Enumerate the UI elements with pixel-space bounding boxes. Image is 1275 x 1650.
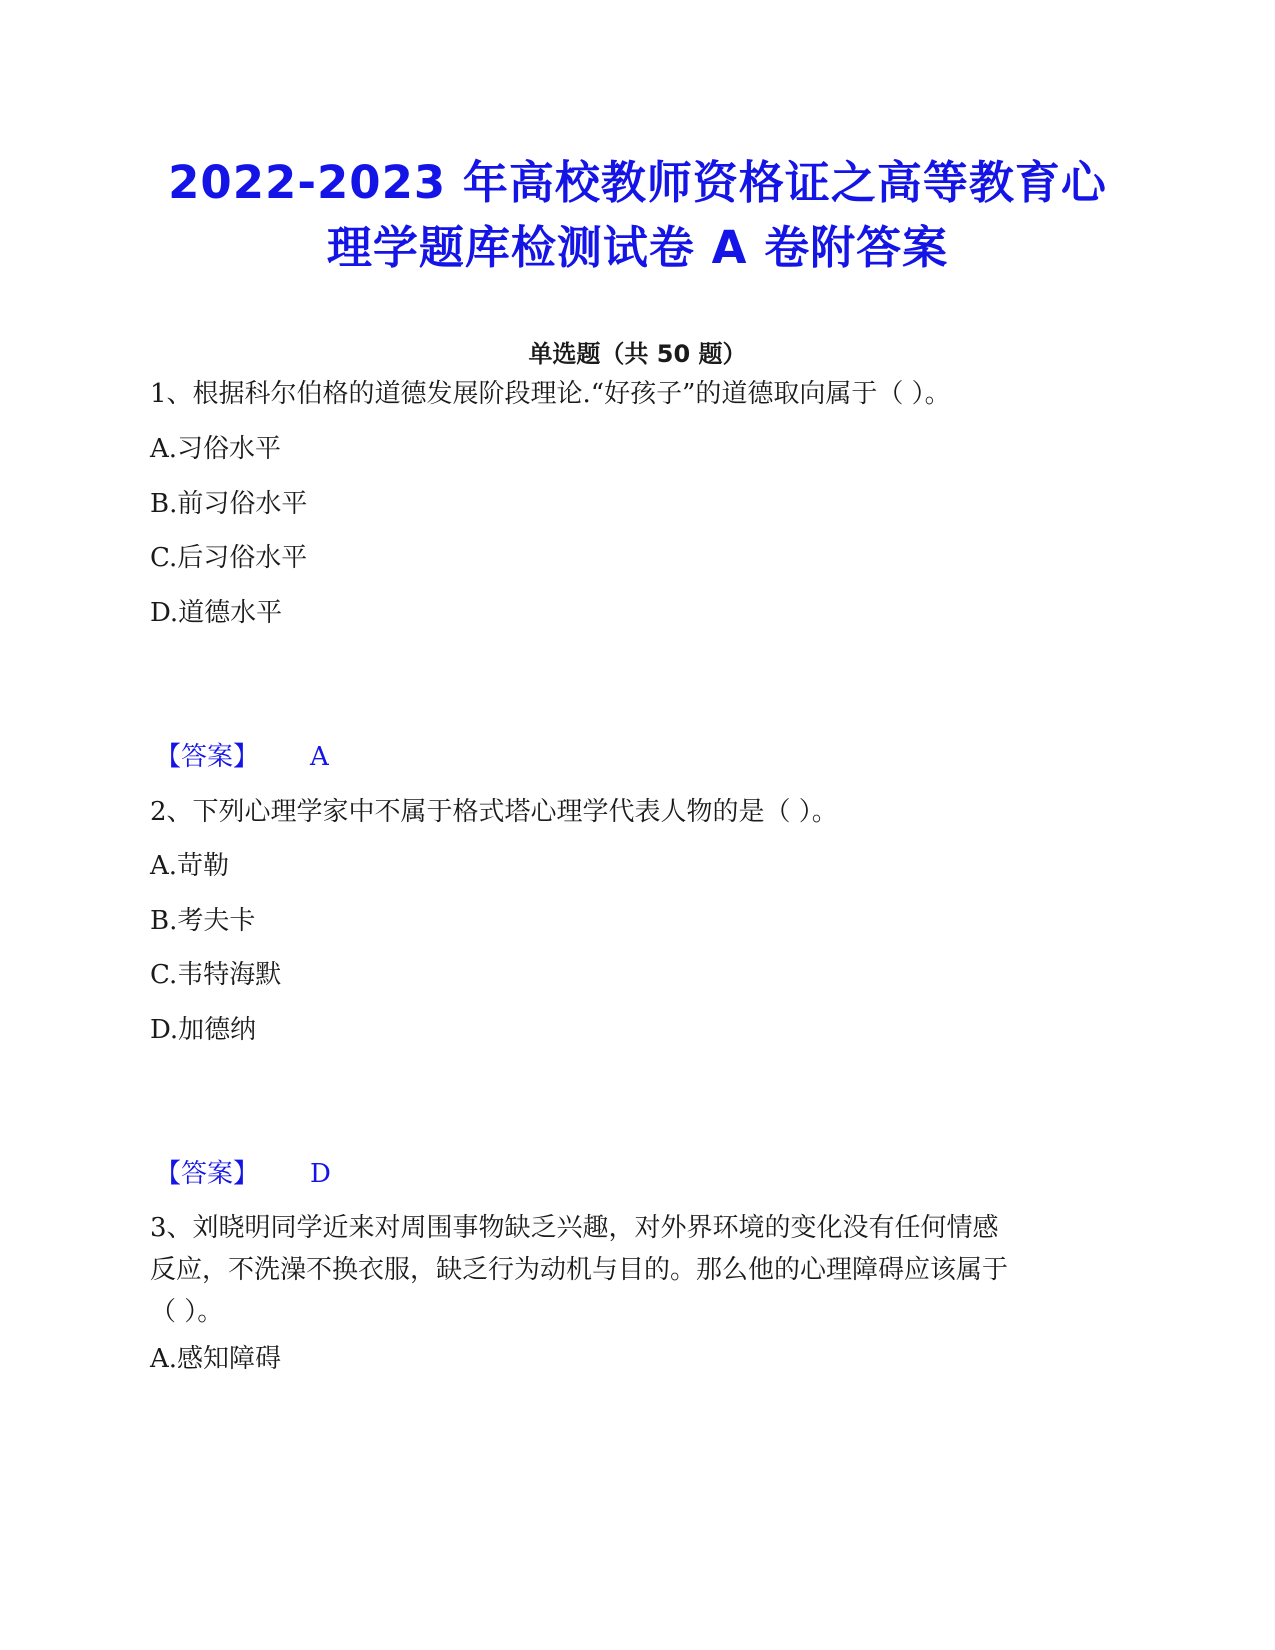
question-1-stem: 1、根据科尔伯格的道德发展阶段理论.“好孩子”的道德取向属于（ ）。 [150, 379, 951, 409]
answer-label: 【答案】 [155, 742, 260, 772]
answer-label: 【答案】 [155, 1159, 260, 1189]
question-1-option-d: D.道德水平 [150, 598, 283, 628]
question-1-option-a: A.习俗水平 [150, 434, 282, 464]
question-2-option-b: B.考夫卡 [150, 906, 256, 936]
title-line-1: 2022-2023 年高校教师资格证之高等教育心 [168, 156, 1107, 209]
question-2-answer [155, 1157, 331, 1191]
question-2-stem: 2、下列心理学家中不属于格式塔心理学代表人物的是（ ）。 [150, 797, 838, 827]
document-title [0, 150, 1275, 280]
answer-value: A [310, 742, 329, 772]
question-3-stem [150, 1207, 1120, 1333]
question-2-option-d: D.加德纳 [150, 1015, 257, 1045]
question-3-option-a: A.感知障碍 [150, 1344, 282, 1374]
question-1-option-c: C.后习俗水平 [150, 543, 308, 573]
question-3-stem-line-3: （ ）。 [150, 1297, 224, 1327]
question-1-option-b: B.前习俗水平 [150, 489, 308, 519]
title-line-2: 理学题库检测试卷 A 卷附答案 [326, 221, 949, 274]
question-2-option-a: A.苛勒 [150, 851, 230, 881]
question-3-stem-line-1: 3、刘晓明同学近来对周围事物缺乏兴趣，对外界环境的变化没有任何情感 [150, 1213, 999, 1243]
question-2-option-c: C.韦特海默 [150, 960, 282, 990]
question-1-answer [155, 740, 329, 774]
section-heading: 单选题（共 50 题） [528, 340, 747, 368]
question-3-stem-line-2: 反应，不洗澡不换衣服，缺乏行为动机与目的。那么他的心理障碍应该属于 [150, 1255, 1009, 1285]
answer-value: D [310, 1159, 331, 1189]
